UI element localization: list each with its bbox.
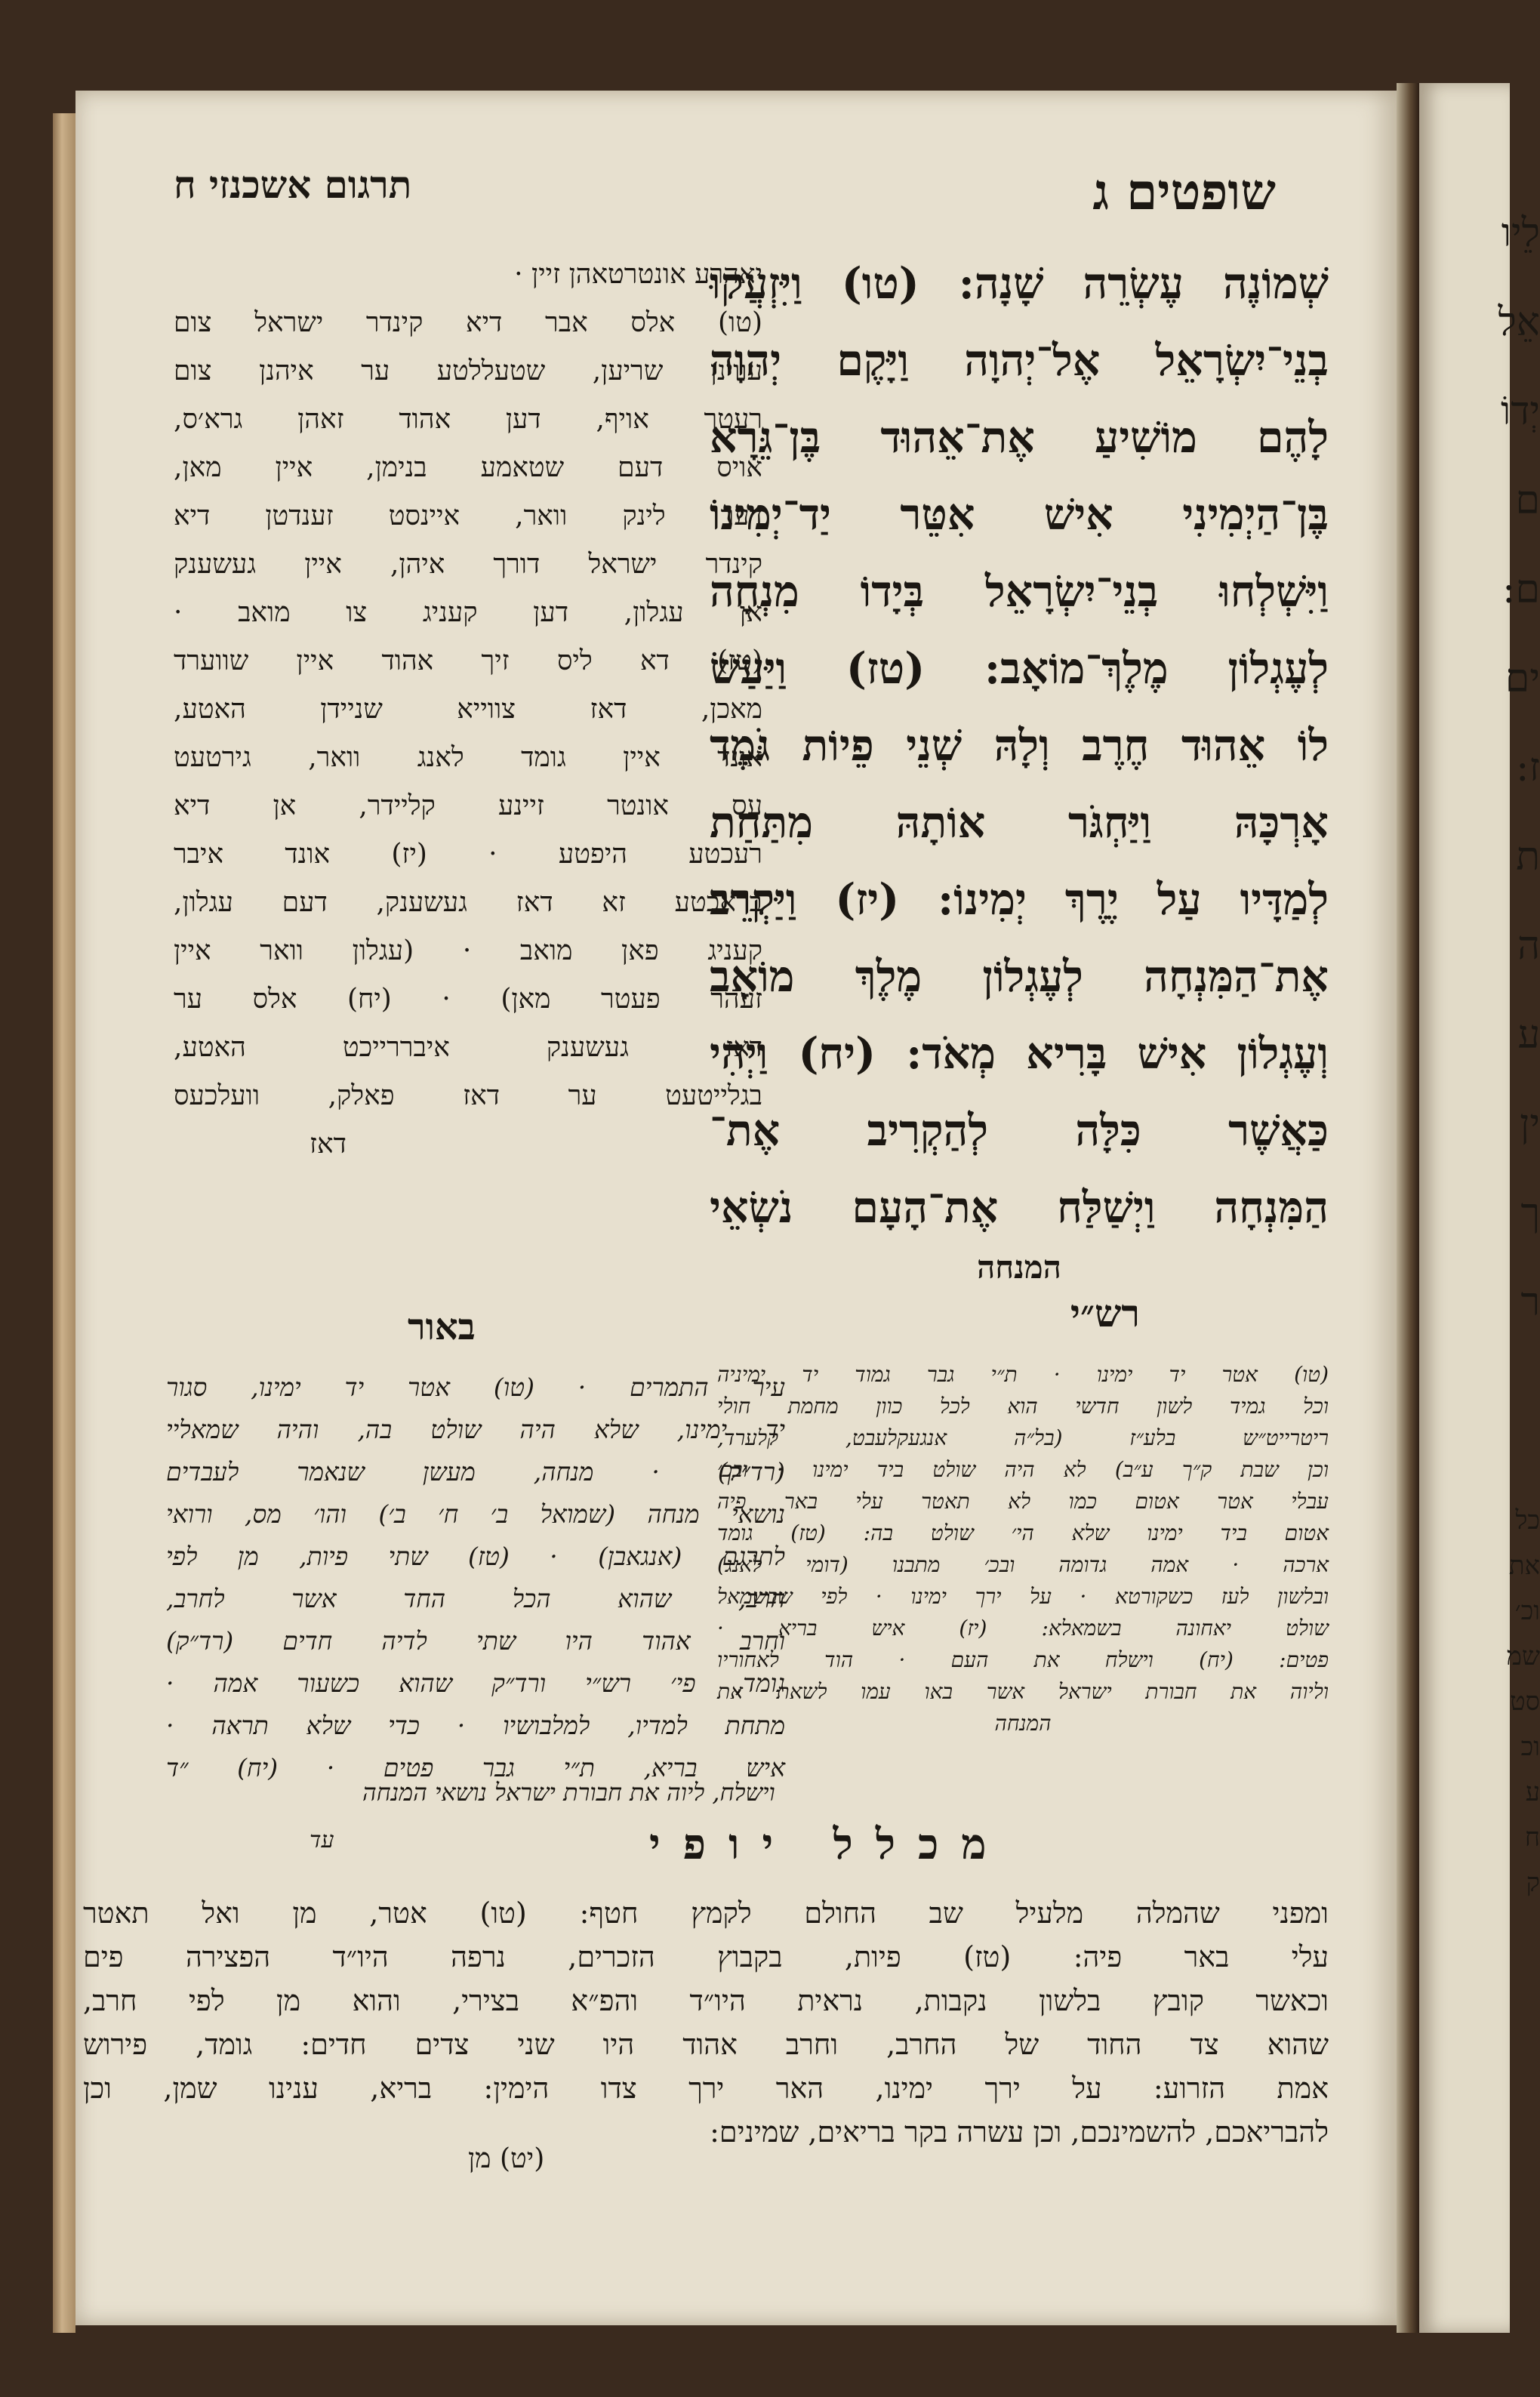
rashi-line: ובלשון לעז כשקורטא · על ירך ימינו · לפי שבשמאל xyxy=(717,1584,1329,1609)
main-text-line: וַיִּשְׁלְחוּ בְנֵי־יִשְׂרָאֵל בְּיָדוֹ מִנְחָה xyxy=(710,566,1329,617)
facing-page-small-fragment: וכ׳ xyxy=(1514,1596,1540,1626)
hebrew-main-text xyxy=(710,245,1329,1289)
biur-heading: באור xyxy=(408,1306,476,1348)
rashi-line: וכל גמיד לשון חדשי הוא לכל כוון מחמת חולי xyxy=(717,1394,1329,1419)
facing-page-small-fragment: את xyxy=(1508,1551,1540,1581)
facing-page-edge xyxy=(1419,83,1540,2333)
rashi-line: המנחה xyxy=(994,1711,1052,1736)
biur-continuation-line: וישלח, ליוה את חבורת ישראל נושאי המנחה xyxy=(362,1778,775,1807)
rashi-line: אטום ביד ימינו שלא הי׳ שולט בה: (טז) גומד xyxy=(717,1520,1329,1545)
facing-page-fragment: ת xyxy=(1516,834,1540,880)
translation-line: קינדר ישראל דורך איהן, איין געשענק xyxy=(174,549,762,580)
main-text-line: בְנֵי־יִשְׂרָאֵל אֶל־יְהוָה וַיָּקֶם יְהוָה xyxy=(710,335,1329,386)
main-text-line: שְׁמוֹנֶה עֶשְׂרֵה שָׁנָה: (טו) וַיִּזְעֲקוּ xyxy=(710,258,1329,309)
mikhlal-yofi-commentary xyxy=(83,1891,1329,2154)
book-gutter xyxy=(1397,83,1419,2333)
biur-line: עיר התמרים · (טו) אטר יד ימינו, סגור xyxy=(166,1373,785,1402)
rashi-line: שולט יאחונה בשמאלא: (יז) איש בריא · xyxy=(717,1616,1329,1641)
book-page xyxy=(75,91,1397,2325)
translation-line: אן עגלון, דען קעניג צו מואב · xyxy=(174,597,762,628)
facing-page-fragment: ין xyxy=(1520,1101,1540,1147)
rashi-line: ארכה · אמה גדומה ובכ׳ מתבנו (דומי לאנג) xyxy=(717,1552,1329,1577)
mikhlal-yofi-heading: מכלל יופי xyxy=(649,1819,1009,1869)
facing-page-fragment: ה xyxy=(1517,923,1540,969)
main-text-line: לְמַדָּיו עַל יֶרֶךְ יְמִינוֹ: (יז) וַיַּקְרֵב xyxy=(710,874,1329,925)
facing-page-small-fragment: סט xyxy=(1510,1687,1540,1717)
translation-line: (טו) אלס אבר דיא קינדר ישראל צום xyxy=(174,307,762,338)
translation-line: דאז געשענק איבררייכט האטע, xyxy=(174,1032,762,1063)
biur-line: נושאי מנחה (שמואל ב׳ ח׳ ב׳) והו׳ מס, ורואי xyxy=(166,1499,785,1529)
main-text-line: לָהֶם מוֹשִׁיעַ אֶת־אֵהוּד בֶּן־גֵּרָא xyxy=(710,412,1329,463)
facing-page-fragment: יְדוֹ xyxy=(1501,389,1540,434)
facing-page-fragment: ים xyxy=(1505,656,1540,701)
facing-page-small-fragment: שמ xyxy=(1506,1641,1540,1671)
biur-line: גומד, פי׳ רש״י ורד״ק שהוא כשעור אמה · xyxy=(166,1668,785,1698)
biur-line: (רד״ק) · מנחה, מעשן שנאמר לעבדים xyxy=(166,1457,785,1487)
facing-page-small-fragment: ח xyxy=(1524,1822,1540,1853)
translation-line: עווינן שריען, שטעללטע ער איהנן צום xyxy=(174,356,762,387)
facing-page-fragment: ם xyxy=(1515,478,1540,523)
facing-page-fragment: ז: xyxy=(1515,745,1540,790)
facing-page-fragment: ע xyxy=(1517,1012,1540,1058)
rashi-line: פטים: (יח) וישלח את העם · הוד לאחוריו xyxy=(717,1647,1329,1672)
facing-page-fragment: ם: xyxy=(1502,567,1540,612)
running-head-right: שופטים ג xyxy=(1092,162,1276,221)
mikhlal-line: אמת הזרוע: על ירך ימינו, האר ירך צדו הימין: בריא, ענינו שמן, וכן xyxy=(83,2072,1329,2105)
rashi-line: וכן שבת ק״ך ע״ב) לא היה שולט ביד ימינו · ובכ׳ xyxy=(717,1457,1329,1482)
translation-line: אויס דעם שטאמע בנימן, איין מאן, xyxy=(174,452,762,483)
biur-line: חרב, שהוא הכל החד אשר לחרב, xyxy=(166,1584,785,1613)
rashi-line: עבלי אטר אטום כמו לא תאטר עלי באר פיה xyxy=(717,1489,1329,1514)
main-text-line: אֶת־הַמִּנְחָה לְעֶגְלוֹן מֶלֶךְ מוֹאָב xyxy=(710,951,1329,1002)
rashi-line: (טו) אטר יד ימינו · ת״י גבר גמוד יד ימיניה xyxy=(717,1362,1329,1387)
main-text-line: המנחה xyxy=(977,1249,1061,1286)
rashi-heading: רש״י xyxy=(1070,1291,1140,1336)
facing-page-small-fragment: וכ xyxy=(1520,1732,1540,1762)
facing-page-fragment: ך xyxy=(1520,1191,1540,1236)
facing-page-small-fragment: ע xyxy=(1525,1777,1540,1807)
rashi-line: וליוה את חבורת ישראל אשר באו עמו לשאת את xyxy=(717,1679,1329,1704)
translation-line: רעטר אויף, דען אהוד זאהן גרא׳ס, xyxy=(174,404,762,435)
biur-line: לתרגם (אנגאבן) · (טז) שתי פיות, מן לפי xyxy=(166,1542,785,1571)
translation-line: (טז) דא ליס זיך אהוד איין שווערד xyxy=(174,645,762,676)
facing-page-fragment: לֵיו xyxy=(1501,211,1540,256)
facing-page-small-fragment: כל xyxy=(1515,1505,1540,1536)
mikhlal-line: ומפני שהמלה מלעיל שב החולם לקמץ חטף: (טו) אטר, מן ואל תאטר xyxy=(83,1896,1329,1930)
main-text-line: לוֹ אֵהוּד חֶרֶב וְלָהּ שְׁנֵי פֵיוֹת גֹּמֶד xyxy=(710,720,1329,771)
translation-line: אונד איין גומד לאנג וואר, גירטעט xyxy=(174,742,762,773)
facing-page-fragment: ר xyxy=(1520,1280,1540,1325)
translation-line: בגלייטעט ער דאז פאלק, וועלכעס xyxy=(174,1080,762,1111)
page-catchword: (יט) מן xyxy=(468,2143,545,2174)
book-edge xyxy=(53,113,75,2333)
yiddish-translation xyxy=(174,251,762,1169)
translation-line: יאהרע אונטרטאהן זיין · xyxy=(514,259,762,290)
facing-page-small-fragment: ק xyxy=(1526,1868,1540,1898)
main-text-line: בֶּן־הַיְמִינִי אִישׁ אִטֵּר יַד־יְמִינוֹ xyxy=(710,489,1329,540)
running-head-left: תרגום אשכנזי ח xyxy=(174,162,412,207)
translation-line: עס אונטר זיינע קליידר, אן דיא xyxy=(174,790,762,821)
mikhlal-line: שהוא צד החוד של החרב, וחרב אהוד היו שני צדים חדים: גומד, פירוש xyxy=(83,2028,1329,2061)
main-text-line: לְעֶגְלוֹן מֶלֶךְ־מוֹאָב: (טז) וַיַּעַשׂ xyxy=(710,643,1329,694)
biur-line: יד ימינו, שלא היה שולט בה, והיה שמאליי xyxy=(166,1415,785,1444)
mikhlal-line: להבריאכם, להשמינכם, וכן עשרה בקר בריאים, שמינים: xyxy=(710,2115,1329,2149)
rashi-line: ריטרייט״ש בלע״ז (בל״ה אנגעקלעבט, קלערד, xyxy=(717,1425,1329,1450)
biur-line: מתחת למדיו, למלבושיו · כדי שלא תראה · xyxy=(166,1711,785,1740)
translation-line: זעהר פעטר מאן) · (יח) אלס ער xyxy=(174,984,762,1015)
main-text-line: אָרְכָּהּ וַיַּחְגֹּר אוֹתָהּ מִתַּחַת xyxy=(710,797,1329,848)
main-text-line: כַּאֲשֶׁר כִּלָּה לְהַקְרִיב אֶת־ xyxy=(710,1105,1329,1156)
rashi-commentary xyxy=(717,1359,1329,1739)
biur-commentary xyxy=(166,1366,785,1789)
translation-line: קעניג פאן מואב · (עגלון וואר איין xyxy=(174,935,762,966)
biur-line: איש בריא, ת״י גבר פטים · (יח) ״ד xyxy=(166,1753,785,1782)
translation-line: מאכן, דאז צווייא שניידן האטע, xyxy=(174,694,762,725)
mikhlal-line: עלי באר פיה: (טז) פיות, בקבוץ הזכרים, נרפה היו״ד הפצירה פים xyxy=(83,1940,1329,1973)
translation-line: דער לינק וואר, איינסט זענדטן דיא xyxy=(174,501,762,531)
translation-line: בראכטע זא דאז געשענק, דעם עגלון, xyxy=(174,887,762,918)
facing-page-fragment: אֵל xyxy=(1498,300,1540,345)
biur-line: וחרב אהוד היו שתי לדיה חדים (רד״ק) xyxy=(166,1626,785,1656)
translation-line: דאז xyxy=(310,1129,346,1160)
translation-line: רעכטע היפטע · (יז) אונד איבר xyxy=(174,839,762,870)
main-text-line: הַמִּנְחָה וַיְשַׁלַּח אֶת־הָעָם נֹשְׂאֵי xyxy=(710,1182,1329,1233)
biur-catchword: עד xyxy=(310,1827,334,1853)
mikhlal-line: וכאשר קובץ בלשון נקבות, נראית היו״ד והפ״א בצירי, והוא מן לפי חרב, xyxy=(83,1984,1329,2017)
main-text-line: וְעֶגְלוֹן אִישׁ בָּרִיא מְאֹד: (יח) וַיְהִי xyxy=(710,1028,1329,1079)
